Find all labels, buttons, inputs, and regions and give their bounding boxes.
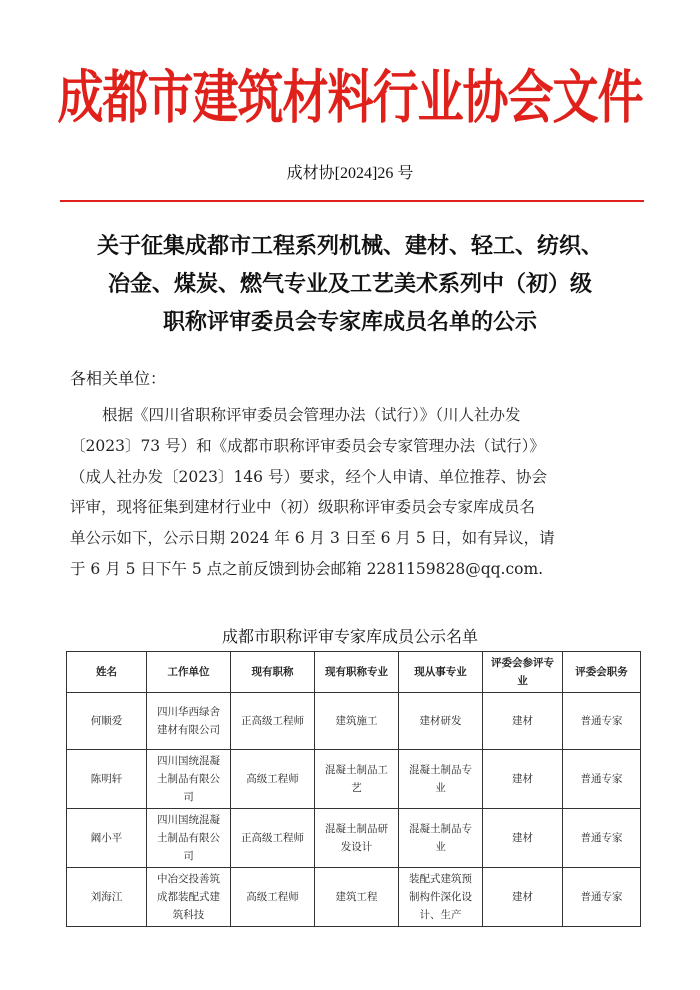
body-paragraph: [70, 400, 630, 585]
title-line-2: 冶金、煤炭、燃气专业及工艺美术系列中（初）级: [107, 272, 592, 297]
cell-current-specialty: 混凝土制品专业: [399, 809, 483, 868]
table-row: [67, 868, 641, 927]
cell-employer: 四川国统混凝土制品有限公司: [147, 750, 231, 809]
header-cell-title-specialty: 现有职称专业: [315, 652, 399, 693]
body-line: 评审，现将征集到建材行业中（初）级职称评审委员会专家库成员名: [70, 498, 536, 517]
cell-employer: 四川华西绿舍建材有限公司: [147, 693, 231, 750]
header-cell-title: 现有职称: [231, 652, 315, 693]
cell-title: 正高级工程师: [231, 693, 315, 750]
cell-title-specialty: 建筑工程: [315, 868, 399, 927]
header-cell-name: 姓名: [67, 652, 147, 693]
table-row: [67, 750, 641, 809]
table-row: [67, 693, 641, 750]
cell-review-specialty: 建材: [483, 868, 563, 927]
body-line: （成人社办发〔2023〕146 号）要求，经个人申请、单位推荐、协会: [70, 467, 547, 486]
cell-title-specialty: 混凝土制品研发设计: [315, 809, 399, 868]
header-cell-committee-role: 评委会职务: [563, 652, 641, 693]
cell-title-specialty: 混凝土制品工艺: [315, 750, 399, 809]
cell-committee-role: 普通专家: [563, 809, 641, 868]
cell-title: 正高级工程师: [231, 809, 315, 868]
org-header-title: 成都市建筑材料行业协会文件: [57, 63, 643, 131]
table-header-row: [67, 652, 641, 693]
cell-name: 何顺爱: [67, 693, 147, 750]
cell-employer: 中冶交投善筑成都装配式建筑科技: [147, 868, 231, 927]
cell-name: 阚小平: [67, 809, 147, 868]
cell-name: 陈明轩: [67, 750, 147, 809]
cell-committee-role: 普通专家: [563, 868, 641, 927]
body-line: 于 6 月 5 日下午 5 点之前反馈到协会邮箱 2281159828@qq.com.: [70, 559, 544, 578]
cell-employer: 四川国统混凝土制品有限公司: [147, 809, 231, 868]
body-line: 单公示如下，公示日期 2024 年 6 月 3 日至 6 月 5 日，如有异议，请: [70, 529, 555, 548]
document-title: [50, 228, 650, 342]
cell-review-specialty: 建材: [483, 809, 563, 868]
header-cell-current-specialty: 现从事专业: [399, 652, 483, 693]
body-line: 〔2023〕73 号）和《成都市职称评审委员会专家管理办法（试行）》: [70, 436, 545, 455]
expert-list-table: [66, 651, 641, 927]
cell-committee-role: 普通专家: [563, 693, 641, 750]
header-cell-employer: 工作单位: [147, 652, 231, 693]
cell-review-specialty: 建材: [483, 750, 563, 809]
cell-current-specialty: 混凝土制品专业: [399, 750, 483, 809]
salutation: 各相关单位：: [70, 369, 167, 388]
cell-review-specialty: 建材: [483, 693, 563, 750]
title-line-3: 职称评审委员会专家库成员名单的公示: [162, 310, 537, 335]
header-cell-review-specialty: 评委会参评专业: [483, 652, 563, 693]
document-number: 成材协[2024]26 号: [286, 165, 414, 182]
body-line: 根据《四川省职称评审委员会管理办法（试行）》（川人社办发: [102, 406, 521, 424]
cell-current-specialty: 装配式建筑预制构件深化设计、生产: [399, 868, 483, 927]
cell-current-specialty: 建材研发: [399, 693, 483, 750]
red-divider-line: [60, 200, 644, 202]
table-row: [67, 809, 641, 868]
cell-committee-role: 普通专家: [563, 750, 641, 809]
table-title: 成都市职称评审专家库成员公示名单: [221, 627, 478, 646]
cell-title: 高级工程师: [231, 750, 315, 809]
cell-name: 刘海江: [67, 868, 147, 927]
cell-title-specialty: 建筑施工: [315, 693, 399, 750]
cell-title: 高级工程师: [231, 868, 315, 927]
title-line-1: 关于征集成都市工程系列机械、建材、轻工、纺织、: [96, 234, 603, 259]
